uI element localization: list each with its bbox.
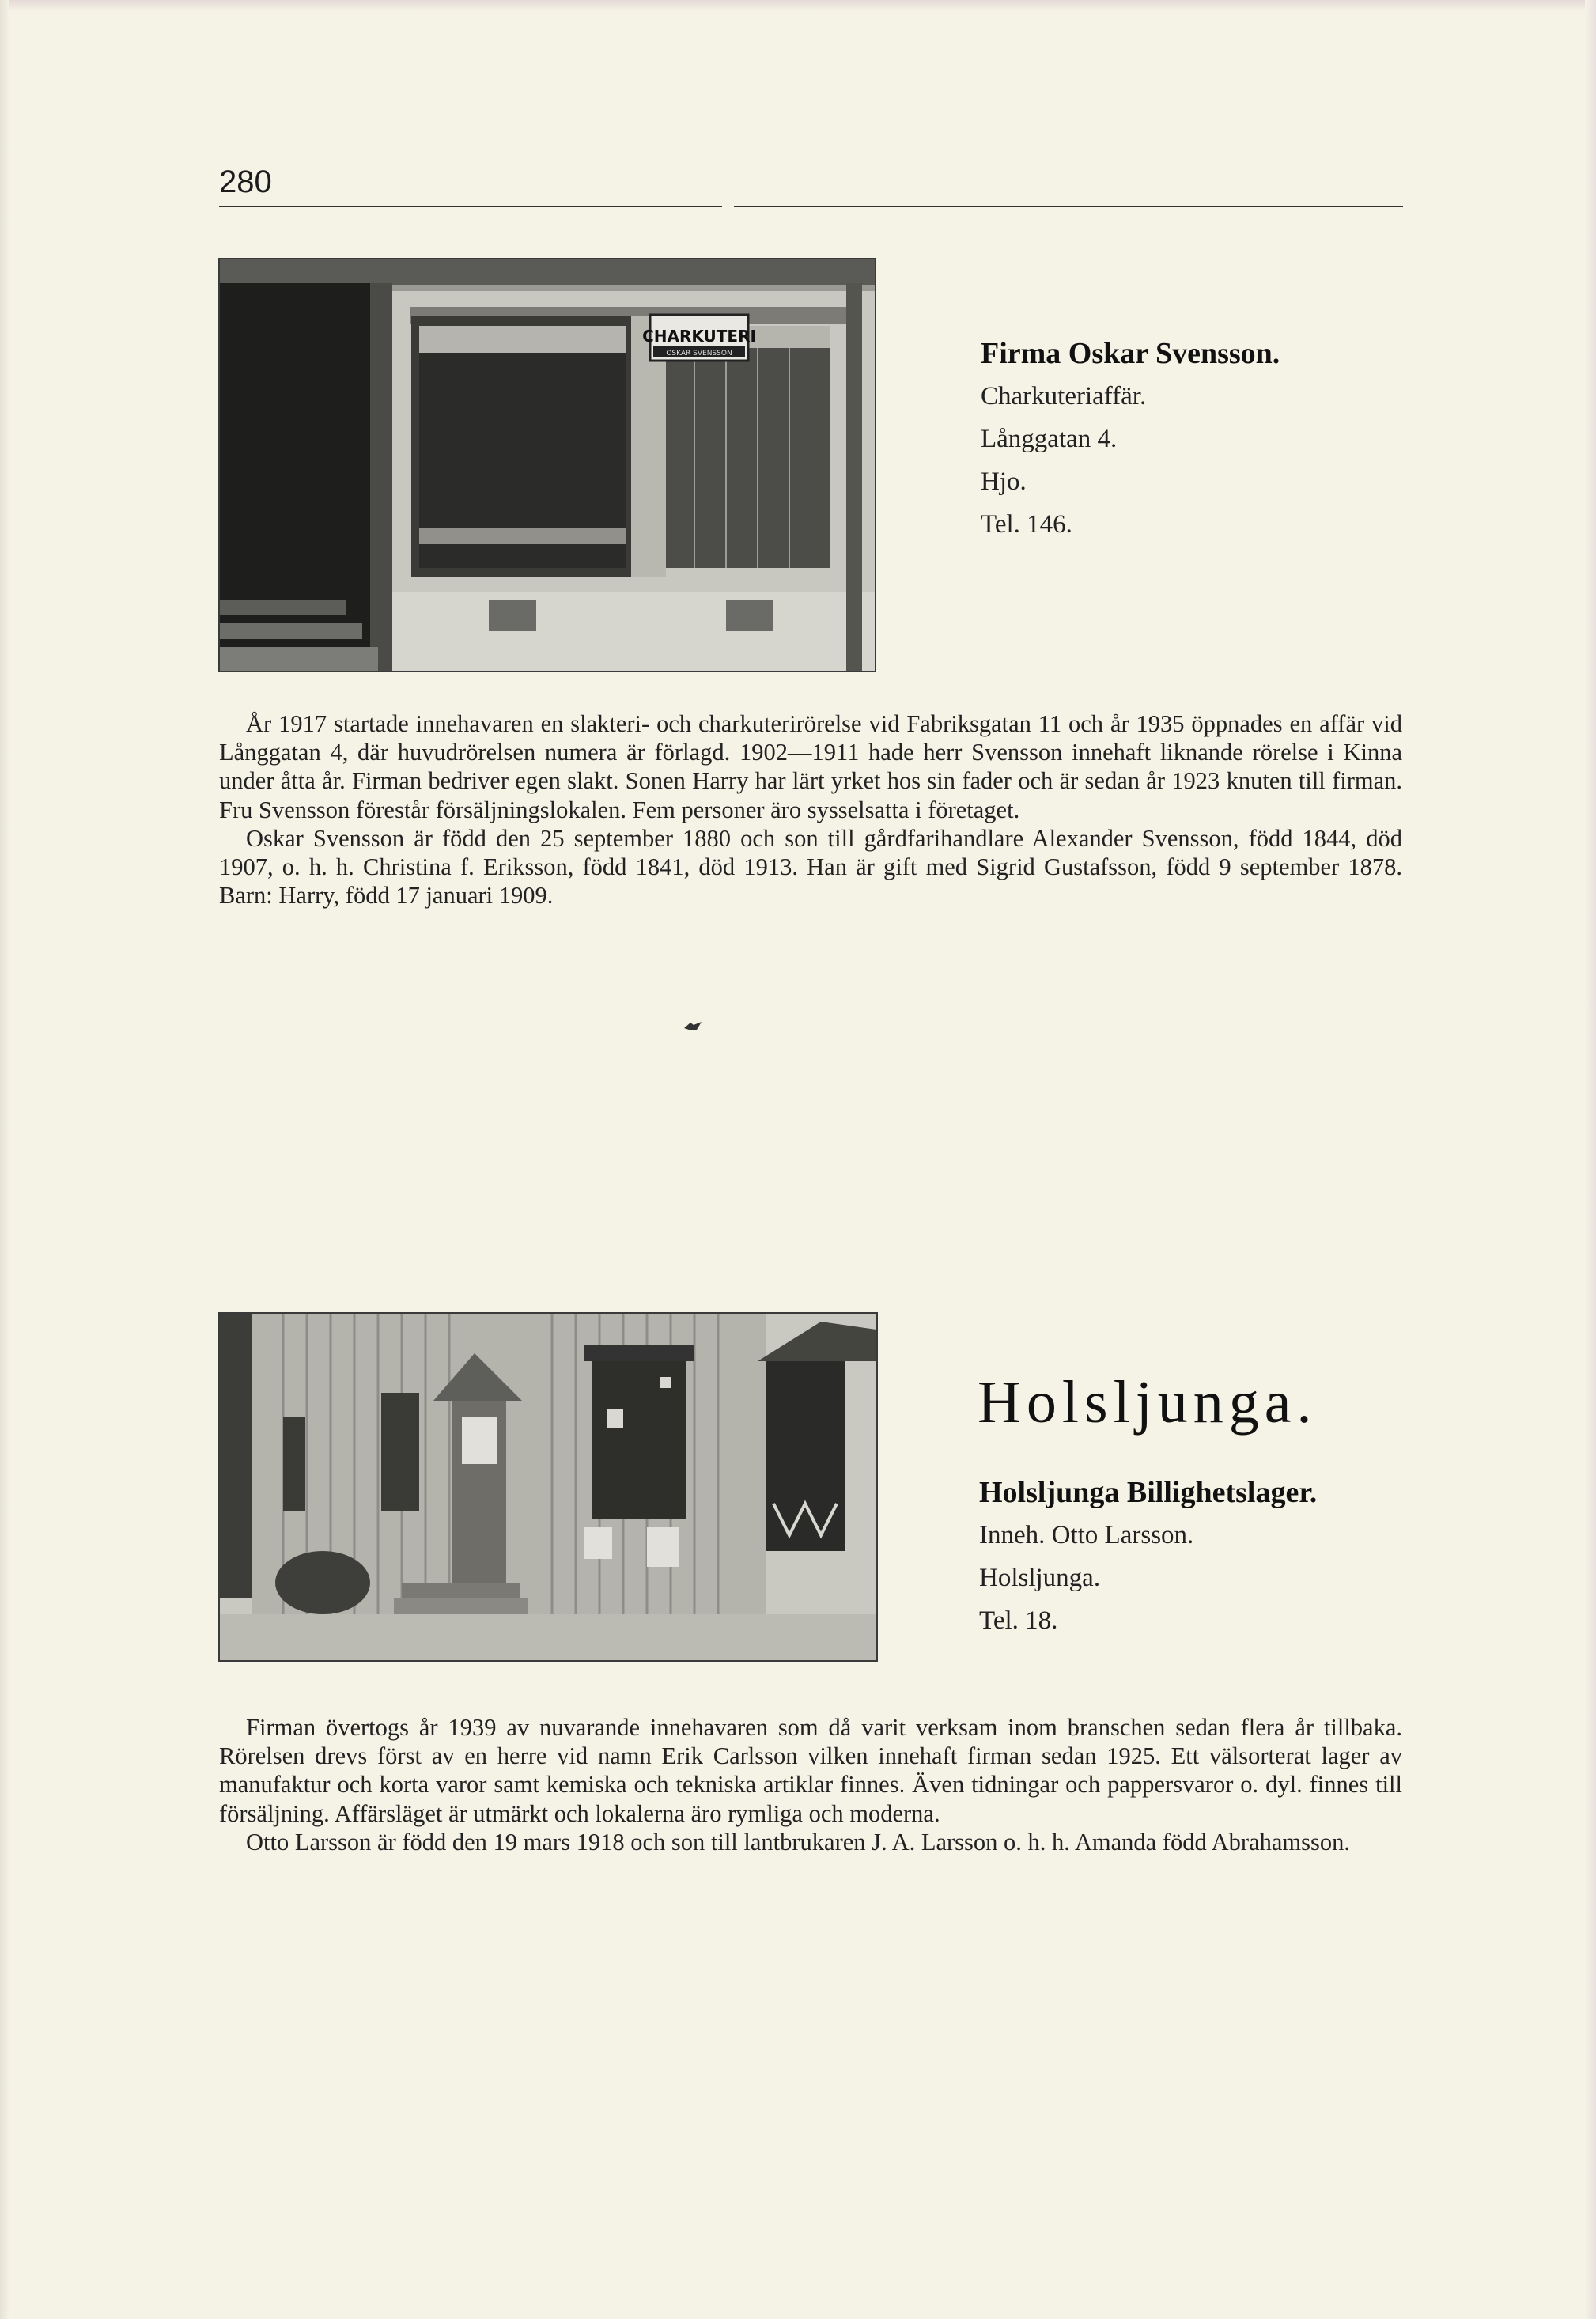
header-rule xyxy=(219,206,722,207)
page-edge-right xyxy=(1585,0,1596,2319)
business-name: Firma Oskar Svensson. xyxy=(981,337,1280,370)
paragraph: År 1917 startade innehavaren en slakteri- och charkuterirörelse vid Fabriksgatan 11 och år 1935 öppnades en affär vid Långgatan 4, där huvudrörelsen numera är förlagd. 1902—1911 hade herr Svensson innehaft liknande rörelse i Kinna under åtta år. Firman bedriver egen slakt. Sonen Harry har lärt yrket hos sin fader och är sedan år 1923 knuten till firman. Fru Svensson förestår försäljningslokalen. Fem personer äro sysselsatta i företaget. xyxy=(219,710,1402,823)
ornament-icon xyxy=(684,1020,702,1031)
header-rule xyxy=(734,206,1403,207)
article-holsljunga-billighetslager xyxy=(219,1713,1402,1856)
business-name: Holsljunga Billighetslager. xyxy=(979,1476,1318,1509)
business-type: Charkuteriaffär. xyxy=(981,382,1147,410)
business-info-oskar-svensson xyxy=(981,332,1280,546)
business-phone: Tel. 18. xyxy=(979,1606,1058,1635)
page-edge-left xyxy=(0,0,9,2319)
business-address: Långgatan 4. xyxy=(981,425,1118,453)
article-oskar-svensson xyxy=(219,709,1402,910)
business-phone: Tel. 146. xyxy=(981,510,1072,539)
business-town: Hjo. xyxy=(981,467,1027,496)
page-edge xyxy=(0,0,1596,11)
business-info-holsljunga-billighetslager xyxy=(979,1471,1317,1642)
business-town: Holsljunga. xyxy=(979,1564,1101,1592)
paragraph: Otto Larsson är född den 19 mars 1918 och son till lantbrukaren J. A. Larsson o. h. h. Amanda född Abrahamsson. xyxy=(246,1828,1351,1856)
paragraph: Oskar Svensson är född den 25 september 1880 och son till gårdfarihandlare Alexander Svensson, född 1844, död 1907, o. h. h. Christina f. Eriksson, född 1841, död 1913. Han är gift med Sigrid Gustafsson, född 9 september 1878. Barn: Harry, född 17 januari 1909. xyxy=(219,824,1402,910)
storefront-photo-holsljunga xyxy=(218,1312,878,1662)
storefront-photo-charkuteri xyxy=(218,258,876,672)
section-heading-holsljunga: Holsljunga. xyxy=(978,1369,1318,1436)
shop-sign-subtext: OSKAR SVENSSON xyxy=(666,350,732,357)
shop-sign-text: CHARKUTERI xyxy=(642,327,756,346)
page-number: 280 xyxy=(219,165,272,199)
paragraph: Firman övertogs år 1939 av nuvarande innehavaren som då varit verksam inom branschen sedan flera år tillbaka. Rörelsen drevs först av en herre vid namn Erik Carlsson vilken innehaft firman sedan 1925. Ett välsorterat lager av manufaktur och korta varor samt kemiska och tekniska artiklar finnes. Även tidningar och pappersvaror o. dyl. finnes till försäljning. Affärsläget är utmärkt och lokalerna äro rymliga och moderna. xyxy=(219,1714,1402,1827)
business-owner: Inneh. Otto Larsson. xyxy=(979,1521,1194,1549)
